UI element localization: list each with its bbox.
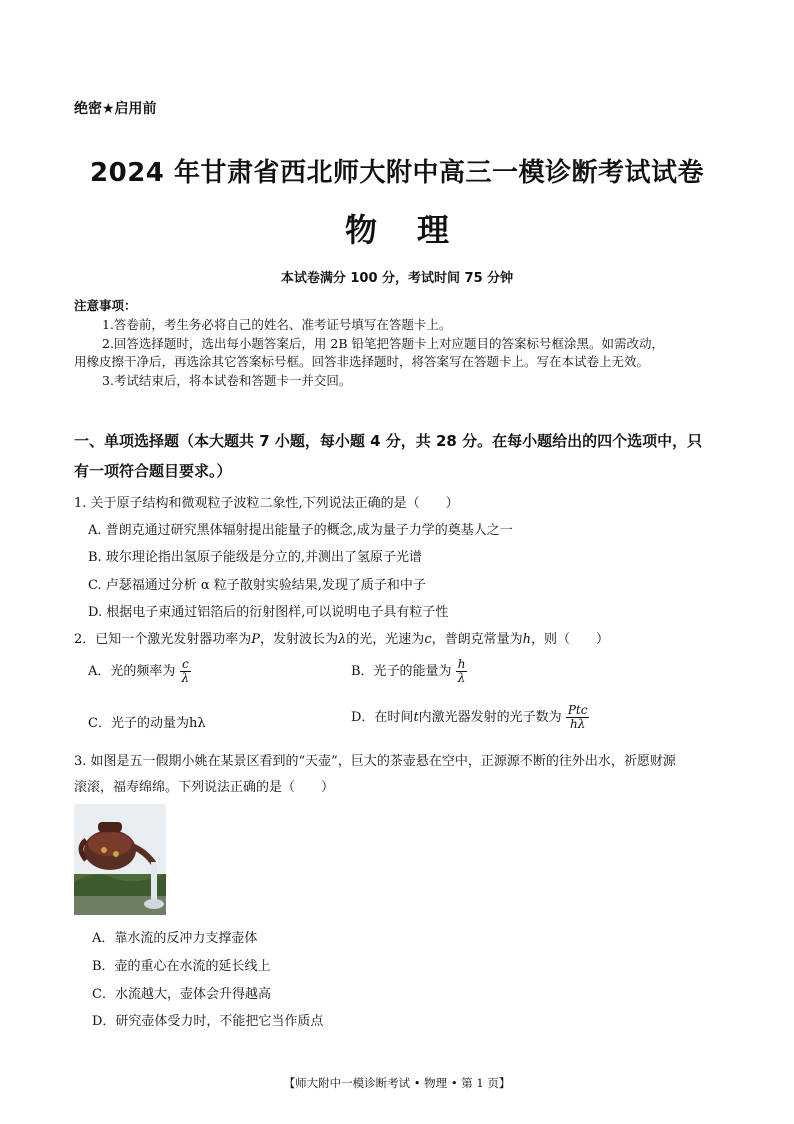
exam-title: 2024 年甘肃省西北师大附中高三一模诊断考试试卷 bbox=[90, 158, 704, 188]
q2-stem-part: 2．已知一个激光发射器功率为 bbox=[74, 632, 252, 647]
q2-stem-part: 的光，光速为 bbox=[346, 632, 425, 647]
q2-option-a bbox=[88, 658, 191, 685]
q2-option-b-text: B．光子的能量为 bbox=[351, 664, 452, 679]
q2-option-d-text: 内激光器发射的光子数为 bbox=[418, 710, 562, 725]
q2-var-p: P bbox=[251, 632, 261, 647]
q3-option-d: D．研究壶体受力时，不能把它当作质点 bbox=[92, 1014, 324, 1029]
q2-stem-part: ，则（ ） bbox=[530, 632, 609, 647]
q2-option-a-text: A．光的频率为 bbox=[88, 664, 176, 679]
q2-var-c: c bbox=[424, 632, 432, 647]
q3-option-b: B．壶的重心在水流的延长线上 bbox=[92, 959, 271, 974]
q2-option-c: C．光子的动量为hλ bbox=[88, 716, 206, 731]
q3-stem-line1: 3. 如图是五一假期小姚在某景区看到的“天壶”，巨大的茶壶悬在空中，正源源不断的往外出水，祈愿财源 bbox=[74, 754, 676, 769]
q2-option-d-fraction bbox=[566, 704, 590, 731]
q2-option-b bbox=[351, 658, 467, 685]
q2-option-b-fraction bbox=[456, 658, 468, 685]
q2-var-lambda: λ bbox=[338, 632, 347, 647]
q2-option-d-text: D．在时间 bbox=[351, 710, 414, 725]
section-heading-line2: 有一项符合题目要求。） bbox=[74, 462, 232, 480]
fraction-denominator: λ bbox=[181, 671, 190, 685]
page-footer: 【师大附中一模诊断考试 • 物理 • 第 1 页】 bbox=[283, 1076, 511, 1090]
fraction-numerator: Ptc bbox=[567, 703, 588, 717]
q2-var-h: h bbox=[522, 632, 531, 647]
q2-stem-part: ，发射波长为 bbox=[260, 632, 339, 647]
subject-title: 物理 bbox=[344, 211, 489, 249]
q2-option-d bbox=[351, 704, 589, 731]
q1-option-c: C. 卢瑟福通过分析 α 粒子散射实验结果,发现了质子和中子 bbox=[88, 578, 426, 593]
q1-stem: 1. 关于原子结构和微观粒子波粒二象性,下列说法正确的是（ ） bbox=[74, 496, 459, 511]
teapot-photo bbox=[74, 804, 166, 915]
fraction-denominator: λ bbox=[457, 671, 466, 685]
notes-title: 注意事项： bbox=[74, 298, 137, 313]
q1-option-d: D. 根据电子束通过铝箔后的衍射图样,可以说明电子具有粒子性 bbox=[88, 605, 449, 620]
q3-stem-line2: 滚滚，福寿绵绵。下列说法正确的是（ ） bbox=[74, 780, 335, 795]
secret-label: 绝密★启用前 bbox=[74, 101, 157, 117]
q2-stem-part: ，普朗克常量为 bbox=[431, 632, 523, 647]
note-item-3: 3.考试结束后，将本试卷和答题卡一并交回。 bbox=[102, 373, 352, 388]
q1-option-b: B. 玻尔理论指出氢原子能级是分立的,并测出了氢原子光谱 bbox=[88, 550, 422, 565]
fraction-numerator: c bbox=[180, 658, 192, 672]
q2-option-a-fraction bbox=[180, 658, 192, 685]
q3-option-c: C．水流越大，壶体会升得越高 bbox=[92, 987, 271, 1002]
note-item-1: 1.答卷前，考生务必将自己的姓名、准考证号填写在答题卡上。 bbox=[102, 317, 452, 332]
q3-option-a: A．靠水流的反冲力支撑壶体 bbox=[92, 931, 258, 946]
q1-option-a: A. 普朗克通过研究黑体辐射提出能量子的概念,成为量子力学的奠基人之一 bbox=[88, 523, 513, 538]
q2-var-t: t bbox=[413, 710, 419, 725]
fraction-denominator: hλ bbox=[569, 717, 586, 731]
note-item-2-cont: 用橡皮擦干净后，再选涂其它答案标号框。回答非选择题时，将答案写在答题卡上。写在本试卷上无效。 bbox=[74, 354, 650, 369]
exam-meta: 本试卷满分 100 分，考试时间 75 分钟 bbox=[280, 271, 514, 286]
fraction-numerator: h bbox=[457, 657, 466, 671]
q2-stem bbox=[74, 628, 609, 647]
section-heading-line1: 一、单项选择题（本大题共 7 小题，每小题 4 分，共 28 分。在每小题给出的四个选项中，只 bbox=[74, 432, 703, 450]
note-item-2: 2.回答选择题时，选出每小题答案后，用 2B 铅笔把答题卡上对应题目的答案标号框涂黑。如需改动， bbox=[102, 336, 665, 351]
teapot-photo-image bbox=[74, 804, 166, 915]
